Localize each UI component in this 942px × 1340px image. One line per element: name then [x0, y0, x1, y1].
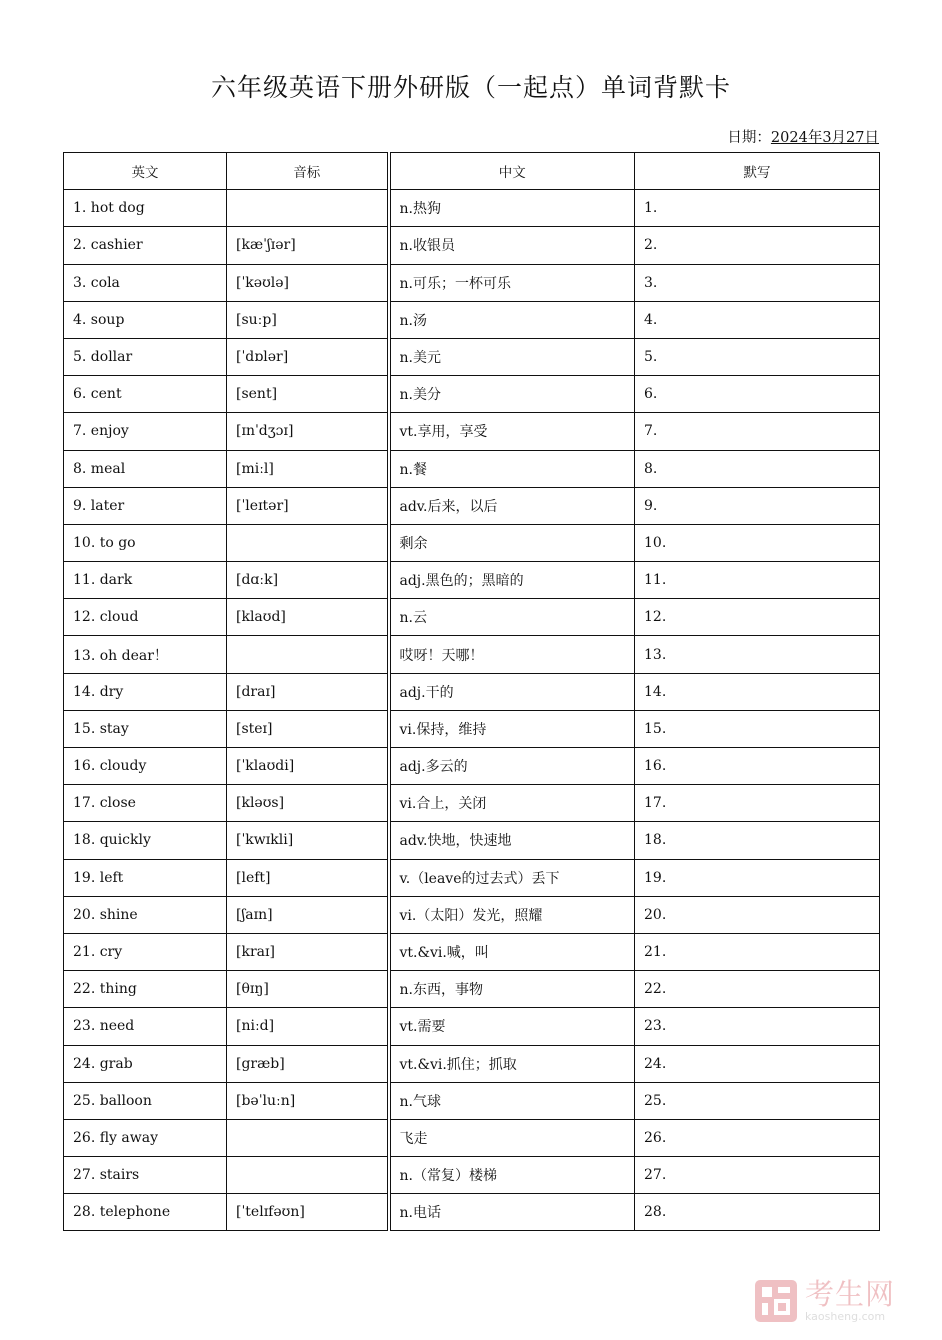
table-row — [64, 1082, 880, 1119]
phonetic-cell: [græb] — [227, 1045, 389, 1082]
dictation-cell[interactable]: 27. — [635, 1157, 880, 1194]
phonetic-cell — [227, 1119, 389, 1156]
dictation-cell[interactable]: 21. — [635, 933, 880, 970]
chinese-cell: 剩余 — [389, 524, 635, 561]
phonetic-cell: [ˈklaʊdi] — [227, 748, 389, 785]
english-cell: 16. cloudy — [64, 748, 227, 785]
dictation-cell[interactable]: 11. — [635, 562, 880, 599]
table-row — [64, 785, 880, 822]
phonetic-cell — [227, 190, 389, 227]
chinese-cell: v.（leave的过去式）丢下 — [389, 859, 635, 896]
english-cell: 19. left — [64, 859, 227, 896]
english-cell: 8. meal — [64, 450, 227, 487]
table-row — [64, 673, 880, 710]
table-row — [64, 933, 880, 970]
watermark-name: 考生网 — [805, 1277, 896, 1311]
watermark-url: kaosheng.com — [805, 1310, 886, 1323]
table-row — [64, 376, 880, 413]
column-header-dictation: 默写 — [635, 153, 880, 190]
chinese-cell: n.电话 — [389, 1194, 635, 1231]
vocabulary-table — [63, 152, 880, 1231]
chinese-cell: vt.&vi.喊，叫 — [389, 933, 635, 970]
watermark — [753, 1277, 918, 1325]
chinese-cell: n.气球 — [389, 1082, 635, 1119]
table-row — [64, 450, 880, 487]
phonetic-cell: [bəˈluːn] — [227, 1082, 389, 1119]
english-cell: 7. enjoy — [64, 413, 227, 450]
dictation-cell[interactable]: 24. — [635, 1045, 880, 1082]
english-cell: 23. need — [64, 1008, 227, 1045]
chinese-cell: n.（常复）楼梯 — [389, 1157, 635, 1194]
phonetic-cell — [227, 1157, 389, 1194]
chinese-cell: vt.享用，享受 — [389, 413, 635, 450]
chinese-cell: vt.&vi.抓住；抓取 — [389, 1045, 635, 1082]
table-row — [64, 227, 880, 264]
table-row — [64, 1157, 880, 1194]
table-row — [64, 636, 880, 673]
chinese-cell: adj.干的 — [389, 673, 635, 710]
page-title: 六年级英语下册外研版（一起点）单词背默卡 — [210, 73, 731, 102]
english-cell: 5. dollar — [64, 338, 227, 375]
english-cell: 26. fly away — [64, 1119, 227, 1156]
dictation-cell[interactable]: 20. — [635, 896, 880, 933]
phonetic-cell: [suːp] — [227, 301, 389, 338]
english-cell: 1. hot dog — [64, 190, 227, 227]
column-header-english: 英文 — [64, 153, 227, 190]
english-cell: 21. cry — [64, 933, 227, 970]
dictation-cell[interactable]: 12. — [635, 599, 880, 636]
date-label: 日期： — [727, 130, 771, 146]
phonetic-cell: [ʃaɪn] — [227, 896, 389, 933]
table-row — [64, 1008, 880, 1045]
dictation-cell[interactable]: 22. — [635, 971, 880, 1008]
table-row — [64, 524, 880, 561]
english-cell: 22. thing — [64, 971, 227, 1008]
phonetic-cell: [kæˈʃɪər] — [227, 227, 389, 264]
chinese-cell: n.美元 — [389, 338, 635, 375]
chinese-cell: adj.多云的 — [389, 748, 635, 785]
english-cell: 6. cent — [64, 376, 227, 413]
dictation-cell[interactable]: 9. — [635, 487, 880, 524]
dictation-cell[interactable]: 18. — [635, 822, 880, 859]
chinese-cell: n.可乐；一杯可乐 — [389, 264, 635, 301]
english-cell: 15. stay — [64, 710, 227, 747]
chinese-cell: vi.（太阳）发光，照耀 — [389, 896, 635, 933]
chinese-cell: n.收银员 — [389, 227, 635, 264]
table-header-row — [64, 153, 880, 190]
chinese-cell: n.美分 — [389, 376, 635, 413]
dictation-cell[interactable]: 17. — [635, 785, 880, 822]
english-cell: 13. oh dear！ — [64, 636, 227, 673]
phonetic-cell: [miːl] — [227, 450, 389, 487]
chinese-cell: n.东西，事物 — [389, 971, 635, 1008]
english-cell: 24. grab — [64, 1045, 227, 1082]
english-cell: 18. quickly — [64, 822, 227, 859]
english-cell: 17. close — [64, 785, 227, 822]
phonetic-cell: [dɑːk] — [227, 562, 389, 599]
phonetic-cell — [227, 636, 389, 673]
table-row — [64, 710, 880, 747]
dictation-cell[interactable]: 8. — [635, 450, 880, 487]
chinese-cell: vt.需要 — [389, 1008, 635, 1045]
english-cell: 2. cashier — [64, 227, 227, 264]
table-row — [64, 1194, 880, 1231]
dictation-cell[interactable]: 13. — [635, 636, 880, 673]
phonetic-cell: [ˈkwɪkli] — [227, 822, 389, 859]
phonetic-cell — [227, 524, 389, 561]
english-cell: 10. to go — [64, 524, 227, 561]
phonetic-cell: [kraɪ] — [227, 933, 389, 970]
english-cell: 27. stairs — [64, 1157, 227, 1194]
table-row — [64, 748, 880, 785]
watermark-text — [805, 1277, 896, 1323]
phonetic-cell: [ˈleɪtər] — [227, 487, 389, 524]
dictation-cell[interactable]: 16. — [635, 748, 880, 785]
table-row — [64, 971, 880, 1008]
dictation-cell[interactable]: 19. — [635, 859, 880, 896]
table-body — [64, 190, 880, 1231]
table-row — [64, 1045, 880, 1082]
phonetic-cell: [ˈdɒlər] — [227, 338, 389, 375]
english-cell: 14. dry — [64, 673, 227, 710]
english-cell: 3. cola — [64, 264, 227, 301]
chinese-cell: n.汤 — [389, 301, 635, 338]
chinese-cell: adj.黑色的；黑暗的 — [389, 562, 635, 599]
english-cell: 9. later — [64, 487, 227, 524]
chinese-cell: 飞走 — [389, 1119, 635, 1156]
dictation-cell[interactable]: 1. — [635, 190, 880, 227]
phonetic-cell: [niːd] — [227, 1008, 389, 1045]
phonetic-cell: [kləʊs] — [227, 785, 389, 822]
phonetic-cell: [draɪ] — [227, 673, 389, 710]
chinese-cell: n.云 — [389, 599, 635, 636]
phonetic-cell: [klaʊd] — [227, 599, 389, 636]
dictation-cell[interactable]: 6. — [635, 376, 880, 413]
phonetic-cell: [ˈtelɪfəʊn] — [227, 1194, 389, 1231]
dictation-cell[interactable]: 7. — [635, 413, 880, 450]
column-header-chinese: 中文 — [389, 153, 635, 190]
table-row — [64, 562, 880, 599]
column-header-phonetic: 音标 — [227, 153, 389, 190]
table-row — [64, 338, 880, 375]
chinese-cell: adv.快地，快速地 — [389, 822, 635, 859]
chinese-cell: adv.后来，以后 — [389, 487, 635, 524]
dictation-cell[interactable]: 26. — [635, 1119, 880, 1156]
chinese-cell: n.热狗 — [389, 190, 635, 227]
phonetic-cell: [sent] — [227, 376, 389, 413]
english-cell: 28. telephone — [64, 1194, 227, 1231]
dictation-cell[interactable]: 28. — [635, 1194, 880, 1231]
english-cell: 25. balloon — [64, 1082, 227, 1119]
table-row — [64, 487, 880, 524]
dictation-cell[interactable]: 2. — [635, 227, 880, 264]
phonetic-cell: [steɪ] — [227, 710, 389, 747]
dictation-cell[interactable]: 14. — [635, 673, 880, 710]
dictation-cell[interactable]: 15. — [635, 710, 880, 747]
dictation-cell[interactable]: 10. — [635, 524, 880, 561]
phonetic-cell: [left] — [227, 859, 389, 896]
dictation-cell[interactable]: 25. — [635, 1082, 880, 1119]
chinese-cell: vi.合上，关闭 — [389, 785, 635, 822]
phonetic-cell: [ˈkəʊlə] — [227, 264, 389, 301]
table-row — [64, 896, 880, 933]
table-row — [64, 599, 880, 636]
date-line — [727, 126, 879, 147]
dictation-cell[interactable]: 23. — [635, 1008, 880, 1045]
table-row — [64, 190, 880, 227]
table-row — [64, 301, 880, 338]
table-row — [64, 822, 880, 859]
chinese-cell: n.餐 — [389, 450, 635, 487]
dictation-cell[interactable]: 5. — [635, 338, 880, 375]
english-cell: 11. dark — [64, 562, 227, 599]
table-row — [64, 1119, 880, 1156]
table-row — [64, 264, 880, 301]
date-value: 2024年3月27日 — [770, 130, 879, 146]
chinese-cell: 哎呀！天哪！ — [389, 636, 635, 673]
dictation-cell[interactable]: 4. — [635, 301, 880, 338]
english-cell: 4. soup — [64, 301, 227, 338]
english-cell: 12. cloud — [64, 599, 227, 636]
phonetic-cell: [ɪnˈdʒɔɪ] — [227, 413, 389, 450]
dictation-cell[interactable]: 3. — [635, 264, 880, 301]
english-cell: 20. shine — [64, 896, 227, 933]
phonetic-cell: [θɪŋ] — [227, 971, 389, 1008]
table-row — [64, 859, 880, 896]
kaosheng-logo-icon — [753, 1278, 799, 1324]
chinese-cell: vi.保持，维持 — [389, 710, 635, 747]
table-row — [64, 413, 880, 450]
